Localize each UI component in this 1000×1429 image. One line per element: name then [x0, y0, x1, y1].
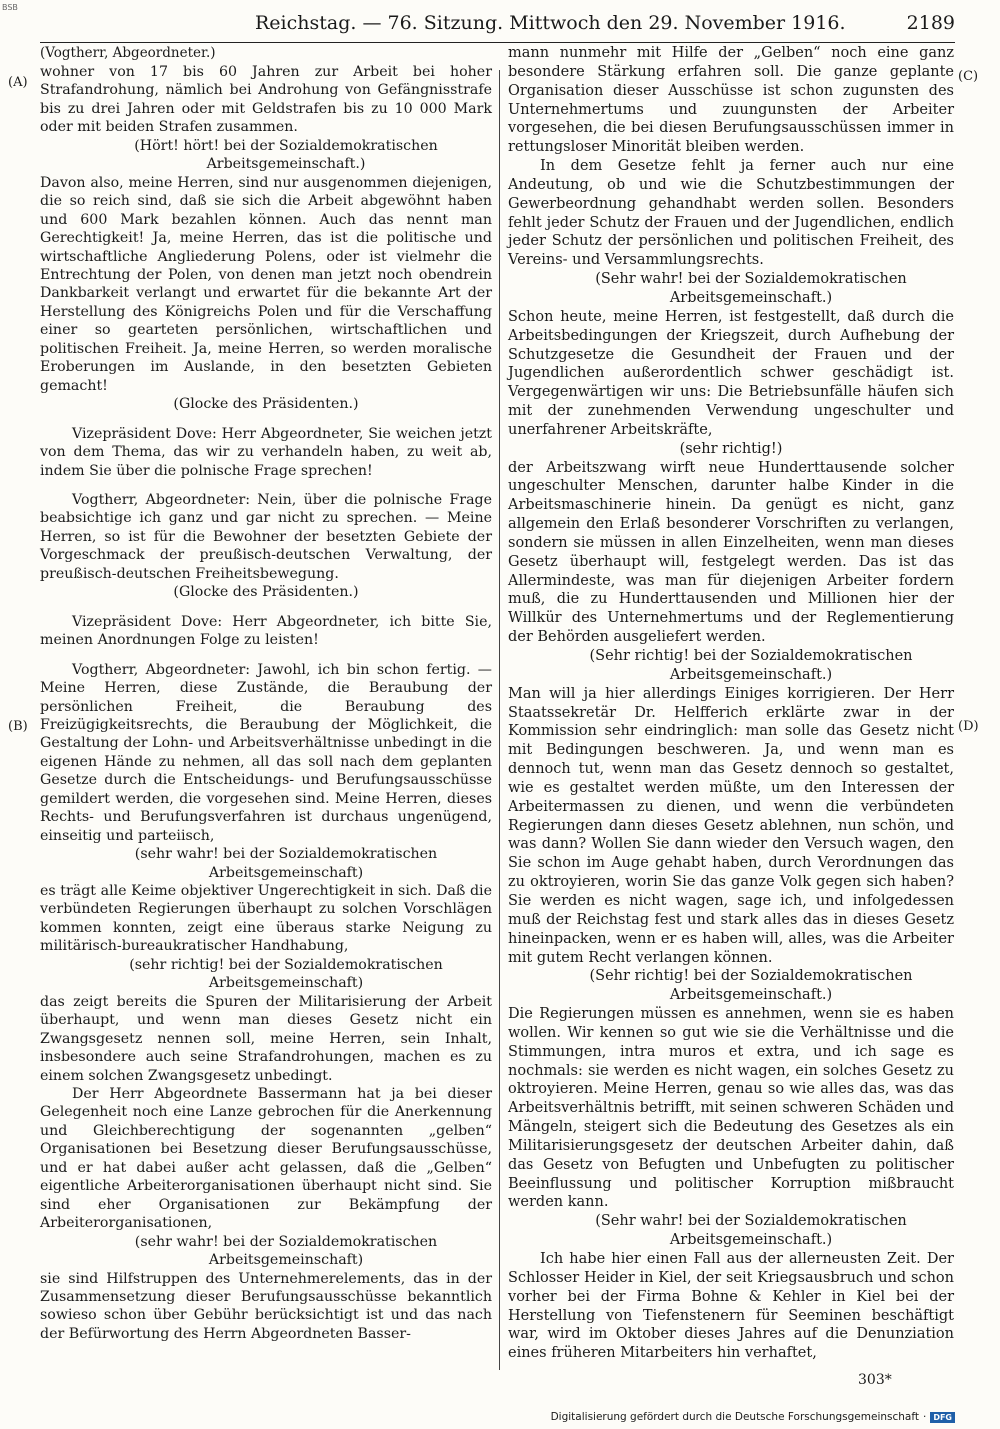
- interjection: (sehr richtig! bei der Sozialdemokratischen Arbeitsgemeinschaft): [129, 956, 443, 992]
- margin-marker-a: (A): [8, 75, 28, 90]
- library-mark: BSB: [2, 3, 18, 12]
- dfg-logo: DFG: [930, 1412, 955, 1423]
- interjection: (sehr wahr! bei der Sozialdemokratischen Arbeitsgemeinschaft): [134, 1233, 438, 1269]
- paragraph: Vizepräsident Dove: Herr Abgeordneter, Sie weichen jetzt von dem Thema, das wir zu verhandeln haben, zu weit ab, indem Sie über die polnische Frage sprechen!: [40, 425, 492, 479]
- paragraph: Ich habe hier einen Fall aus der allerneusten Zeit. Der Schlosser Heider in Kiel, der seit Kriegsausbruch und schon vorher bei der Firma Bohne & Kehler in Kiel bei der Herstellung von Tiefenstenern für Seeminen beschäftigt war, wird im Oktober dieses Jahres auf die Denunziation eines früheren Mitarbeiters hin verhaftet,: [508, 1251, 954, 1362]
- margin-marker-c: (C): [958, 69, 979, 84]
- paragraph: Davon also, meine Herren, sind nur ausgenommen diejenigen, die so reich sind, daß sie sich die Arbeit abgewöhnt haben und 600 Mark bezahlen können. Auch das nennt man Gerechtigkeit! Ja, meine Herren, das ist die politische und wirtschaftliche Angliederung Polens, oder ist vielmehr die Entrechtung der Polen, von denen man jetzt noch obendrein Dankbarkeit verlangt und erwartet für die bekannte Art der Herstellung des Königreichs Polen und für die Verschaffung einer so gearteten persönlichen, wirtschaftlichen und politischen Freiheit. Ja, meine Herren, so werden moralische Eroberungen im Auslande, in den besetzten Gebieten gemacht!: [40, 174, 492, 394]
- margin-marker-b: (B): [8, 719, 28, 734]
- footer-separator-dot: ·: [922, 1411, 927, 1423]
- interjection: (Sehr wahr! bei der Sozialdemokratischen Arbeitsgemeinschaft.): [595, 1213, 907, 1249]
- interjection: (Sehr wahr! bei der Sozialdemokratischen Arbeitsgemeinschaft.): [595, 271, 907, 306]
- paragraph: Die Regierungen müssen es annehmen, wenn sie es haben wollen. Wir kennen so gut wie sie die Verhältnisse und die Stimmungen, intra muros et extra, und ich sage es nochmals: sie werden es nicht wagen, ein solches Gesetz zu oktroyieren. Meine Herren, genau so wie alles das, was das Arbeitsverhältnis betrifft, mit seinen schweren Schäden und Mängeln, steigert sich die Bedeutung des Gesetzes als ein Militarisierungsgesetz der deutschen Arbeiter dahin, daß das Gesetz von Befugten und Unbefugten zu politischer Beeinflussung und politischer Korruption mißbraucht werden kann.: [508, 1006, 954, 1211]
- paragraph: Vogtherr, Abgeordneter: Nein, über die polnische Frage beabsichtige ich ganz und gar nicht zu sprechen. — Meine Herren, so ist für die Bewohner der besetzten Gebiete der Vorgeschmack der preußisch-deutschen Verwaltung, der preußisch-deutschen Freiheitsbewegung.: [40, 491, 492, 582]
- paragraph: das zeigt bereits die Spuren der Militarisierung der Arbeit überhaupt, und wenn man dieses Gesetz nicht ein Zwangsgesetz nennen soll, meine Herren, sein Inhalt, insbesondere auch seine Strafandrohungen, machen es zu einem solchen Zwangsgesetz unbedingt.: [40, 993, 492, 1084]
- paragraph: sie sind Hilfstruppen des Unternehmerelements, das in der Zusammensetzung dieser Berufungsausschüsse bekanntlich sowieso schon über Gebühr berücksichtigt ist und das nach der Befürwortung des Herrn Abgeordneten Basser-: [40, 1270, 492, 1342]
- paragraph: Schon heute, meine Herren, ist festgestellt, daß durch die Arbeitsbedingungen der Kriegszeit, durch Aufhebung der Schutzgesetze die Gesundheit der Frauen und der Jugendlichen außerordentlich schwer geschädigt ist. Vergegenwärtigen wir uns: Die Betriebsunfälle häufen sich mit der zunehmenden Verwendung ungeschulter und unerfahrener Arbeitskräfte,: [508, 308, 954, 438]
- page-number: 2189: [906, 12, 955, 34]
- column-divider: [499, 70, 500, 1370]
- paragraph: wohner von 17 bis 60 Jahren zur Arbeit bei hoher Strafandrohung, nämlich bei Androhung von Gefängnisstrafe bis zu drei Jahren oder mit Geldstrafen bis zu 10 000 Mark oder mit beiden Strafen zusammen.: [40, 64, 492, 136]
- paragraph: Man will ja hier allerdings Einiges korrigieren. Der Herr Staatssekretär Dr. Helfferich erklärte zwar in der Kommission sehr eindringlich: man solle das Gesetz nicht mit Bedingungen beschweren. Ja, und wenn man es dennoch tut, wenn man das Gesetz dennoch so gestaltet, wie es gestaltet werden müßte, um den Interessen der Arbeitermassen zu dienen, und wenn die verbündeten Regierungen dann dieses Gesetz ablehnen, nun schön, und was dann? Wollen Sie dann wieder den Versuch wagen, den Sie schon im Auge gehabt haben, durch Verordnungen das zu oktroyieren, worin Sie das ganze Volk gegen sich haben? Sie werden es nicht wagen, sage ich, und infolgedessen muß der Reichstag fest und stark alles das in dieses Gesetz hineinpacken, wenn er es haben will, alles, was die Arbeiter mit gutem Recht verlangen können.: [508, 685, 954, 966]
- interjection: (Glocke des Präsidenten.): [173, 584, 359, 601]
- speaker-continuation: (Vogtherr, Abgeordneter.): [40, 45, 216, 61]
- interjection: (sehr wahr! bei der Sozialdemokratischen Arbeitsgemeinschaft): [134, 846, 438, 881]
- paragraph: mann nunmehr mit Hilfe der „Gelben“ noch eine ganz besondere Stärkung erfahren soll. Die ganze geplante Organisation dieser Ausschüsse ist schon zugunsten des Unternehmertums und zuungunsten der Arbeiter vorgesehen, die bei diesen Berufungsausschüssen immer in rettungsloser Minorität bleiben werden.: [508, 45, 954, 156]
- paragraph: Der Herr Abgeordnete Bassermann hat ja bei dieser Gelegenheit noch eine Lanze gebrochen für die Anerkennung und Gleichberechtigung der sogenannten „gelben“ Organisationen bei Besetzung dieser Berufungsausschüsse, und er hat dabei außer acht gelassen, daß die „Gelben“ eigentliche Arbeiterorganisationen überhaupt nicht sind. Sie sind eher Organisationen zur Bekämpfung der Arbeiterorganisationen,: [40, 1086, 492, 1232]
- footer: [551, 1411, 955, 1423]
- running-title: Reichstag. — 76. Sitzung. Mittwoch den 29. November 1916.: [255, 12, 846, 34]
- paragraph: der Arbeitszwang wirft neue Hunderttausende solcher ungeschulter Menschen, darunter halbe Kinder in die Arbeitsmaschinerie hinein. Da genügt es nicht, ganz allgemein den Erlaß besonderer Vorschriften zu verlangen, sondern sie müssen in allen Einzelheiten, wenn man dieses Gesetz überhaupt will, festgelegt werden. Das ist das Allermindeste, was man für diejenigen Arbeiter fordern muß, die zu Hunderttausenden und Millionen hier der Willkür des Unternehmertums und der Reglementierung der Behörden ausgeliefert werden.: [508, 459, 954, 646]
- interjection: (Sehr richtig! bei der Sozialdemokratischen Arbeitsgemeinschaft.): [589, 648, 913, 683]
- left-column: [40, 44, 492, 1343]
- paragraph: Vizepräsident Dove: Herr Abgeordneter, ich bitte Sie, meinen Anordnungen Folge zu leisten!: [40, 613, 492, 649]
- paragraph: es trägt alle Keime objektiver Ungerechtigkeit in sich. Daß die verbündeten Regierungen überhaupt zu solchen Vorschlägen kommen konnten, zeigt eine überaus starke Neigung zu militärisch-bureaukratischer Handhabung,: [40, 883, 492, 955]
- interjection: (Sehr richtig! bei der Sozialdemokratischen Arbeitsgemeinschaft.): [589, 968, 913, 1004]
- margin-marker-d: (D): [958, 719, 979, 734]
- interjection: (Glocke des Präsidenten.): [173, 396, 359, 413]
- page-header: [40, 12, 955, 43]
- right-column: [508, 44, 954, 1363]
- interjection: (sehr richtig!): [679, 440, 783, 457]
- paragraph: In dem Gesetze fehlt ja ferner auch nur eine Andeutung, ob und wie die Schutzbestimmungen der Gewerbeordnung gehandhabt werden sollen. Besonders fehlt jeder Schutz der Frauen und der Jugendlichen, endlich jeder Schutz der persönlichen und politischen Freiheit, des Vereins- und Versammlungsrechts.: [508, 158, 954, 269]
- interjection: (Hört! hört! bei der Sozialdemokratischen Arbeitsgemeinschaft.): [134, 137, 438, 173]
- signature-mark: 303*: [858, 1372, 892, 1388]
- paragraph: Vogtherr, Abgeordneter: Jawohl, ich bin schon fertig. — Meine Herren, diese Zustände, die Beraubung der persönlichen Freiheit, die Beraubung des Freizügigkeitsrechts, die Beraubung der Möglichkeit, die Gestaltung der Lohn- und Arbeitsverhältnisse unbedingt in die eigenen Hände zu nehmen, all das soll nach dem geplanten Gesetze durch die Entscheidungs- und Berufungsausschüsse gemildert werden, die vorgesehen sind. Meine Herren, dieses Rechts- und Berufungsverfahren ist durchaus ungenügend, einseitig und parteiisch,: [40, 661, 492, 844]
- footer-text: Digitalisierung gefördert durch die Deutsche Forschungsgemeinschaft: [550, 1411, 919, 1423]
